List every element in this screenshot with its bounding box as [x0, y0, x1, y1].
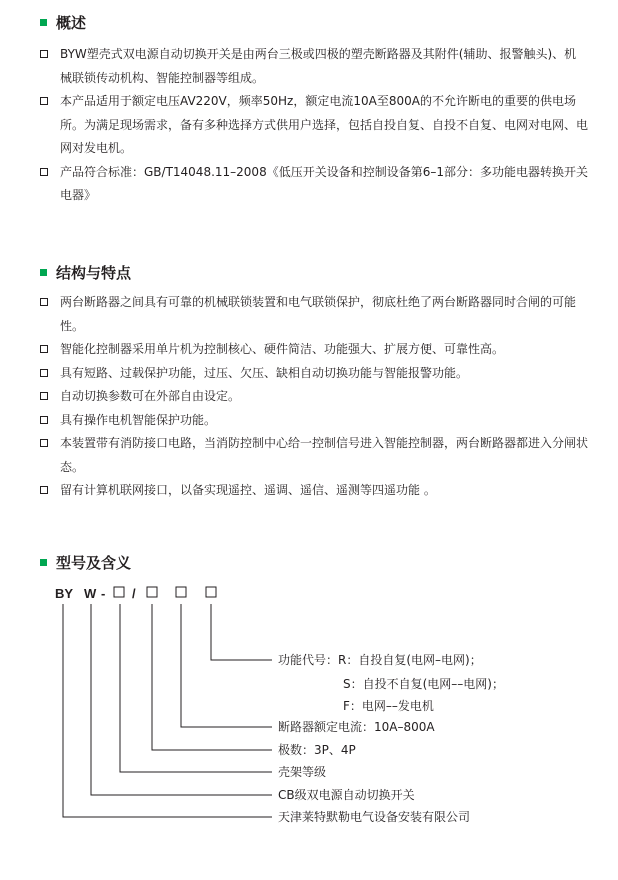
list-item-text: 本产品适用于额定电压AV220V，频率50Hz，额定电流10A至800A的不允许断电的重要的供电场所。为满足现场需求，备有多种选择方式供用户选择，包括自投自复、自投不自复、电网对电网、电网对发电机。: [60, 94, 589, 155]
code-slash: /: [132, 586, 136, 601]
model-title: 型号及含义: [56, 554, 132, 572]
list-item-text: 两台断路器之间具有可靠的机械联锁装置和电气联锁保护，彻底杜绝了两台断路器同时合闸的可能性。: [60, 295, 577, 333]
label-function-s: S：自投不自复(电网––电网)；: [343, 677, 504, 691]
label-current: 断路器额定电流：10A–800A: [278, 720, 435, 734]
label-poles: 极数：3P、4P: [278, 743, 356, 757]
label-cb: CB级双电源自动切换开关: [278, 788, 415, 802]
line-poles: [152, 604, 272, 750]
line-function: [211, 604, 272, 660]
code-dash: -: [101, 586, 106, 601]
line-current: [181, 604, 272, 727]
code-box-poles: [147, 587, 157, 597]
list-item-text: 本装置带有消防接口电路，当消防控制中心给一控制信号进入智能控制器，两台断路器都进入分闸状态。: [60, 436, 589, 474]
list-item-text: 产品符合标准：GB/T14048.11–2008《低压开关设备和控制设备第6–1部分：多功能电器转换开关电器》: [60, 164, 588, 202]
label-function-f: F：电网––发电机: [343, 699, 434, 713]
list-item-text: BYW塑壳式双电源自动切换开关是由两台三极或四极的塑壳断路器及其附件(辅助、报警触头)、机械联锁传动机构、智能控制器等组成。: [60, 47, 577, 85]
code-w: W: [84, 586, 97, 601]
features-title: 结构与特点: [56, 264, 132, 282]
list-item-text: 自动切换参数可在外部自由设定。: [60, 389, 241, 403]
list-item-text: 留有计算机联网接口，以备实现遥控、遥调、遥信、遥测等四遥功能 。: [60, 483, 436, 497]
code-box-frame: [114, 587, 124, 597]
list-item-text: 具有短路、过载保护功能，过压、欠压、缺相自动切换功能与智能报警功能。: [60, 365, 469, 380]
list-item-text: 具有操作电机智能保护功能。: [60, 412, 217, 427]
line-company: [63, 604, 272, 817]
label-company: 天津莱特默勒电气设备安装有限公司: [278, 810, 471, 824]
code-box-current: [176, 587, 186, 597]
overview-title: 概述: [56, 14, 87, 32]
code-by: BY: [55, 586, 74, 601]
label-function: 功能代号：R：自投自复(电网–电网)；: [278, 653, 482, 667]
label-frame: 壳架等级: [278, 765, 327, 779]
code-box-function: [206, 587, 216, 597]
line-frame: [120, 604, 272, 772]
list-item-text: 智能化控制器采用单片机为控制核心、硬件简洁、功能强大、扩展方便、可靠性高。: [60, 342, 505, 356]
